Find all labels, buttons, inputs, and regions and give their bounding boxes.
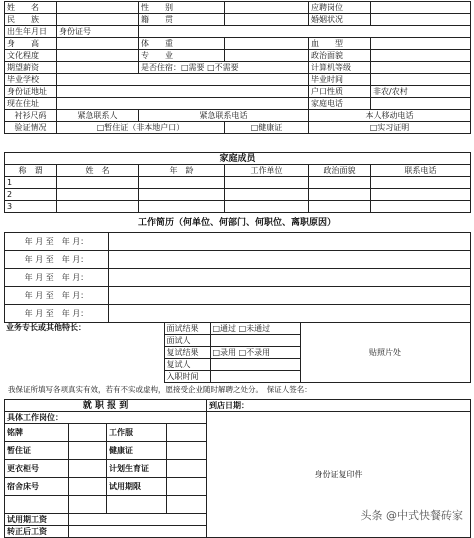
onboarding-item: 试用期限 xyxy=(107,478,167,496)
second-result-options[interactable]: □录用 □不录用 xyxy=(210,347,300,359)
onboarding-value[interactable] xyxy=(69,526,207,538)
work-entry[interactable] xyxy=(109,287,471,305)
onboarding-value[interactable] xyxy=(69,442,107,460)
personal-info-table xyxy=(4,1,471,134)
field-label[interactable]: 验证情况 xyxy=(5,122,57,134)
family-cell[interactable] xyxy=(371,201,471,213)
work-title: 工作简历（何单位、何部门、何职位、离职原因） xyxy=(137,218,336,228)
onboarding-value[interactable] xyxy=(167,496,207,514)
field-value[interactable] xyxy=(139,26,471,38)
field-label: 婚姻状况 xyxy=(309,14,371,26)
field-label[interactable]: □健康证 xyxy=(225,122,309,134)
family-header-politics: 政治面貌 xyxy=(309,165,371,177)
interview-item: 入职时间 xyxy=(164,371,210,383)
field-label: 专 业 xyxy=(139,50,225,62)
work-period-label: 年 月 至 年 月： xyxy=(5,251,109,269)
field-value[interactable] xyxy=(371,62,471,74)
family-cell[interactable] xyxy=(139,189,225,201)
family-cell[interactable] xyxy=(371,177,471,189)
field-value[interactable] xyxy=(57,98,309,110)
field-value[interactable] xyxy=(57,86,309,98)
field-label: 文化程度 xyxy=(5,50,57,62)
interview-value[interactable] xyxy=(210,335,300,347)
field-label: 身 高 xyxy=(5,38,57,50)
field-value[interactable] xyxy=(225,14,309,26)
onboarding-value[interactable] xyxy=(167,424,207,442)
family-header-name: 姓 名 xyxy=(57,165,139,177)
interview-item: 复试人 xyxy=(164,359,210,371)
family-cell[interactable] xyxy=(309,189,371,201)
onboarding-value[interactable] xyxy=(69,424,107,442)
field-label: 非农/农村 xyxy=(371,86,471,98)
work-entry[interactable] xyxy=(109,233,471,251)
onboarding-value[interactable] xyxy=(69,478,107,496)
field-value[interactable] xyxy=(57,50,139,62)
field-value[interactable] xyxy=(57,74,309,86)
family-cell[interactable] xyxy=(309,201,371,213)
field-label: 姓 名 xyxy=(5,2,57,14)
field-value[interactable] xyxy=(57,2,139,14)
family-cell[interactable] xyxy=(57,201,139,213)
declaration-text: 我保证所填写各项真实有效，若有不实或虚构，愿接受企业随时解聘之处分。 保证人签名： xyxy=(8,385,312,394)
field-value[interactable] xyxy=(225,50,309,62)
family-cell[interactable] xyxy=(371,189,471,201)
skills-label: 业务专长或其他特长： xyxy=(4,323,164,383)
field-label: 毕业时间 xyxy=(309,74,371,86)
work-period-label: 年 月 至 年 月： xyxy=(5,233,109,251)
work-period-label: 年 月 至 年 月： xyxy=(5,305,109,323)
onboarding-value[interactable] xyxy=(69,514,207,526)
onboarding-position: 具体工作岗位： xyxy=(5,412,207,424)
family-cell[interactable] xyxy=(225,177,309,189)
family-header-age: 年 龄 xyxy=(139,165,225,177)
onboarding-value[interactable] xyxy=(69,460,107,478)
field-label: 血 型 xyxy=(309,38,371,50)
interview-value[interactable] xyxy=(210,371,300,383)
field-label: 现在住址 xyxy=(5,98,57,110)
onboarding-title: 就 职 报 到 xyxy=(5,400,207,412)
family-header-phone: 联系电话 xyxy=(371,165,471,177)
onboarding-item: 计划生育证 xyxy=(107,460,167,478)
field-label: 家庭电话 xyxy=(309,98,371,110)
field-label: 衬衫尺码 xyxy=(5,110,57,122)
field-label: 应聘岗位 xyxy=(309,2,371,14)
onboarding-value[interactable] xyxy=(5,496,69,514)
onboarding-value[interactable] xyxy=(167,460,207,478)
field-label[interactable]: □暂住证（非本地户口） xyxy=(57,122,225,134)
work-period-label: 年 月 至 年 月： xyxy=(5,287,109,305)
field-label: 出生年月日 xyxy=(5,26,57,38)
field-label: 体 重 xyxy=(139,38,225,50)
photo-placeholder[interactable]: 贴照片处 xyxy=(300,323,470,383)
field-label[interactable]: 计算机等级 xyxy=(309,62,371,74)
field-value[interactable] xyxy=(225,2,309,14)
family-cell[interactable] xyxy=(57,177,139,189)
field-label: 民 族 xyxy=(5,14,57,26)
family-row-number: 1 xyxy=(5,177,57,189)
family-cell[interactable] xyxy=(57,189,139,201)
field-value[interactable] xyxy=(371,2,471,14)
field-value[interactable] xyxy=(57,14,139,26)
onboarding-item: 健康证 xyxy=(107,442,167,460)
interview-result-options[interactable]: □通过 □未通过 xyxy=(210,323,300,335)
family-header-employer: 工作单位 xyxy=(225,165,309,177)
onboarding-item: 工作服 xyxy=(107,424,167,442)
family-cell[interactable] xyxy=(139,201,225,213)
id-copy-placeholder[interactable]: 身份证复印件 xyxy=(207,412,471,538)
onboarding-value[interactable] xyxy=(167,442,207,460)
work-entry[interactable] xyxy=(109,251,471,269)
field-value[interactable] xyxy=(371,14,471,26)
field-label: 紧急联系人 xyxy=(57,110,139,122)
field-label: 户口性质 xyxy=(309,86,371,98)
field-value[interactable] xyxy=(57,62,139,74)
onboarding-item: 更衣柜号 xyxy=(5,460,69,478)
family-header-relation: 称 谓 xyxy=(5,165,57,177)
work-history-table xyxy=(4,232,471,323)
arrival-date-label: 到店日期： xyxy=(207,400,471,412)
field-value[interactable] xyxy=(57,38,139,50)
field-value[interactable] xyxy=(371,50,471,62)
family-cell[interactable] xyxy=(309,177,371,189)
onboarding-item: 宿舍床号 xyxy=(5,478,69,496)
family-cell[interactable] xyxy=(225,201,309,213)
onboarding-item: 试用期工资 xyxy=(5,514,69,526)
work-entry[interactable] xyxy=(109,305,471,323)
field-label: 紧急联系电话 xyxy=(139,110,309,122)
field-value[interactable] xyxy=(225,38,309,50)
field-label[interactable]: 是否住宿：□需要 □不需要 xyxy=(139,62,309,74)
field-value[interactable] xyxy=(371,98,471,110)
work-entry[interactable] xyxy=(109,269,471,287)
onboarding-value[interactable] xyxy=(69,496,107,514)
family-row-number: 2 xyxy=(5,189,57,201)
family-cell[interactable] xyxy=(139,177,225,189)
onboarding-item: 暂住证 xyxy=(5,442,69,460)
field-label[interactable]: 期望薪资 xyxy=(5,62,57,74)
onboarding-item: 转正后工资 xyxy=(5,526,69,538)
field-label: 政治面貌 xyxy=(309,50,371,62)
field-label[interactable]: □实习证明 xyxy=(309,122,471,134)
field-label: 性 别 xyxy=(139,2,225,14)
interview-value[interactable] xyxy=(210,359,300,371)
field-value[interactable] xyxy=(371,74,471,86)
field-label: 毕业学校 xyxy=(5,74,57,86)
family-cell[interactable] xyxy=(225,189,309,201)
interview-item: 复试结果 xyxy=(164,347,210,359)
field-label: 身份证号 xyxy=(57,26,139,38)
interview-item: 面试结果 xyxy=(164,323,210,335)
family-row-number: 3 xyxy=(5,201,57,213)
family-title: 家庭成员 xyxy=(5,153,471,165)
interview-item: 面试人 xyxy=(164,335,210,347)
field-label: 籍 贯 xyxy=(139,14,225,26)
watermark: 头条 @中式快餐砖家 xyxy=(358,507,467,523)
onboarding-item: 铭牌 xyxy=(5,424,69,442)
family-table xyxy=(4,152,471,213)
onboarding-value[interactable] xyxy=(167,478,207,496)
onboarding-value[interactable] xyxy=(107,496,167,514)
field-value[interactable] xyxy=(371,38,471,50)
field-label: 身份证地址 xyxy=(5,86,57,98)
field-label: 本人移动电话 xyxy=(309,110,471,122)
interview-table xyxy=(4,322,471,383)
work-period-label: 年 月 至 年 月： xyxy=(5,269,109,287)
